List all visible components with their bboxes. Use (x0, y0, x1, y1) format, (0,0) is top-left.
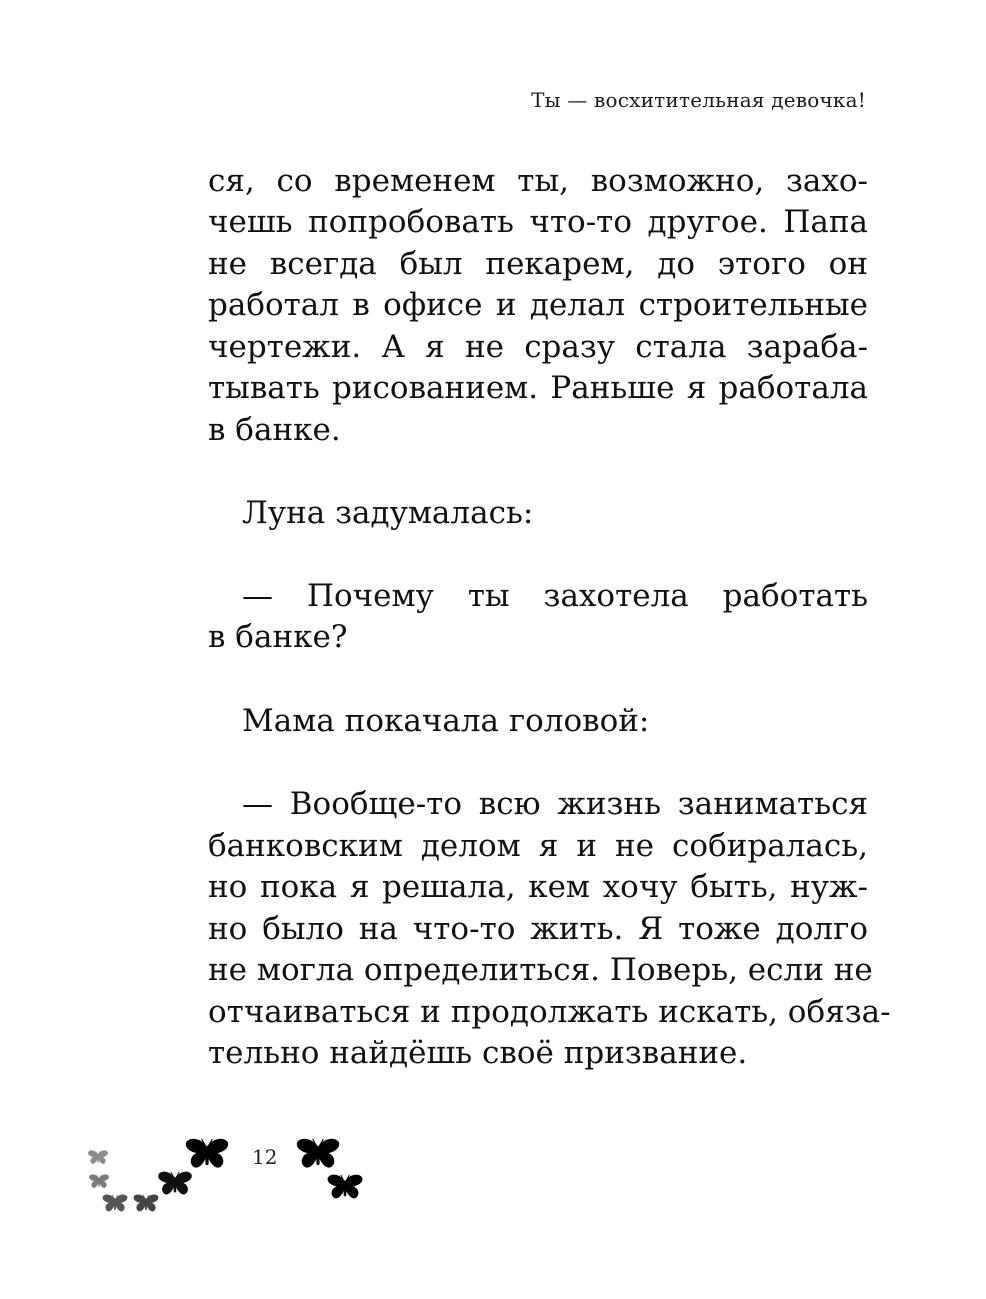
butterfly-icon (102, 1194, 128, 1214)
text-line: чешь попробовать что-то другое. Папа (208, 204, 868, 240)
butterfly-icon (88, 1150, 108, 1166)
text-line: ся, со временем ты, возможно, захо- (208, 163, 868, 199)
text-line: — Вообще-то всю жизнь заниматься (242, 786, 868, 822)
text-line: — Почему ты захотела работать (242, 578, 868, 614)
text-line: тельно найдёшь своё призвание. (208, 1035, 748, 1071)
butterfly-icon (296, 1138, 340, 1172)
text-line: в банке? (208, 619, 348, 655)
butterfly-icon (185, 1138, 229, 1172)
text-line: но пока я решала, кем хочу быть, нуж- (208, 869, 868, 905)
text-line: работал в офисе и делал строительные (208, 287, 868, 323)
text-line: не могла определиться. Поверь, если не (208, 952, 873, 988)
text-line: но было на что-то жить. Я тоже долго (208, 911, 868, 947)
text-line: чертежи. А я не сразу стала зараба- (208, 329, 868, 365)
text-line: не всегда был пекарем, до этого он (208, 246, 868, 282)
text-line: Мама покачала головой: (242, 703, 650, 739)
butterfly-icon (327, 1174, 363, 1202)
butterfly-icon (133, 1194, 159, 1214)
text-line: тывать рисованием. Раньше я работала (208, 370, 868, 406)
text-line: банковским делом я и не собиралась, (208, 828, 868, 864)
text-line: Луна задумалась: (242, 495, 534, 531)
butterfly-icon (158, 1171, 192, 1198)
page-number: 12 (252, 1145, 278, 1169)
text-line: в банке. (208, 412, 341, 448)
text-line: отчаиваться и продолжать искать, обяза- (208, 994, 891, 1030)
running-header: Ты — восхитительная девочка! (531, 88, 866, 112)
butterfly-icon (89, 1174, 109, 1190)
